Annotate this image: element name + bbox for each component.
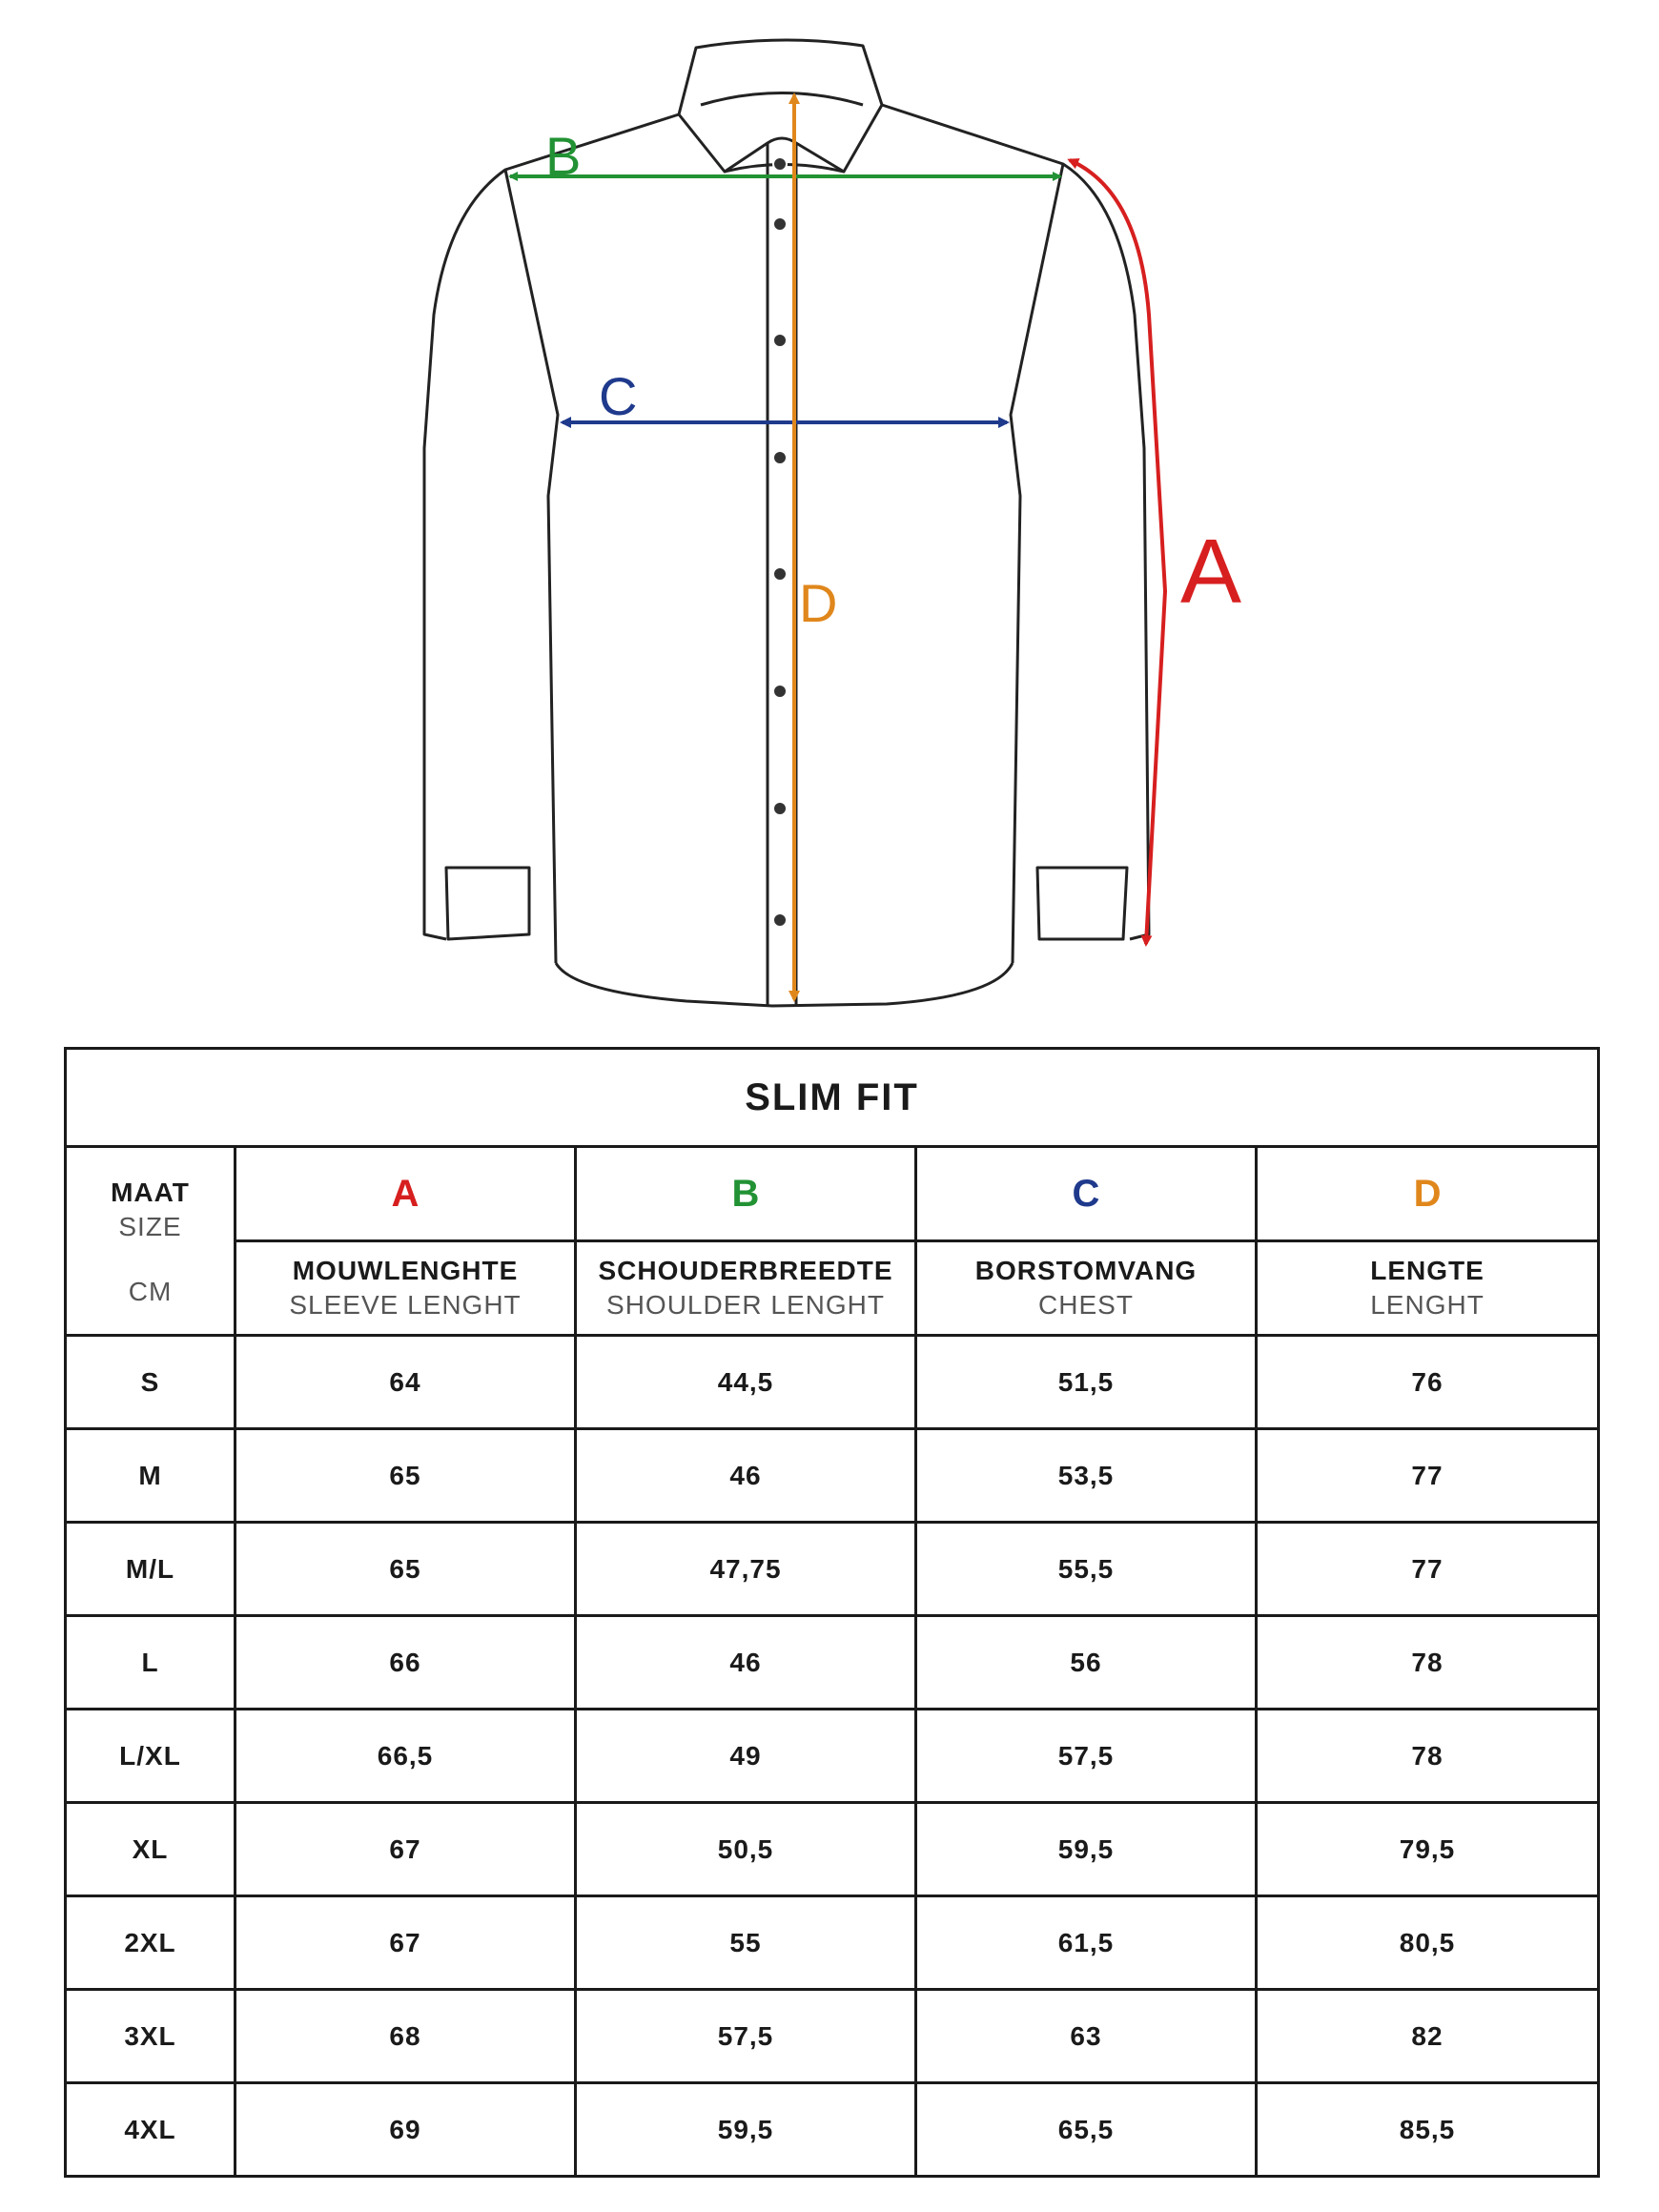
shoulder-cell: 47,75 (576, 1523, 916, 1616)
column-letter-c: C (916, 1147, 1257, 1241)
shoulder-cell: 50,5 (576, 1803, 916, 1896)
column-header-chest (916, 1241, 1257, 1336)
chest-cell: 55,5 (916, 1523, 1257, 1616)
size-header-nl: MAAT (111, 1177, 190, 1207)
column-label-nl: SCHOUDERBREEDTE (598, 1256, 893, 1285)
measurement-label-d: D (799, 573, 838, 633)
chest-cell: 57,5 (916, 1710, 1257, 1803)
sleeve-cell: 67 (236, 1896, 576, 1990)
size-cell: S (66, 1336, 236, 1429)
chest-cell: 56 (916, 1616, 1257, 1710)
shirt-button (773, 802, 787, 815)
size-cell: M (66, 1429, 236, 1523)
length-cell: 78 (1257, 1616, 1599, 1710)
sleeve-cell: 66 (236, 1616, 576, 1710)
size-cell: 2XL (66, 1896, 236, 1990)
chest-cell: 61,5 (916, 1896, 1257, 1990)
unit-label: CM (128, 1276, 173, 1306)
shirt-button (773, 567, 787, 581)
column-letter-b: B (576, 1147, 916, 1241)
table-row (66, 1523, 1599, 1616)
table-row (66, 2083, 1599, 2177)
column-header-length (1257, 1241, 1599, 1336)
sleeve-cell: 67 (236, 1803, 576, 1896)
shirt-button (773, 217, 787, 231)
column-label-nl: LENGTE (1370, 1256, 1485, 1285)
length-cell: 85,5 (1257, 2083, 1599, 2177)
shoulder-cell: 59,5 (576, 2083, 916, 2177)
size-header-en: SIZE (118, 1211, 182, 1241)
sleeve-cell: 65 (236, 1523, 576, 1616)
shirt-button (773, 334, 787, 347)
chest-cell: 65,5 (916, 2083, 1257, 2177)
sleeve-cell: 65 (236, 1429, 576, 1523)
size-cell: 4XL (66, 2083, 236, 2177)
measurement-label-a: A (1180, 521, 1242, 623)
size-chart-table (64, 1047, 1600, 2178)
sleeve-cell: 68 (236, 1990, 576, 2083)
column-label-en: SHOULDER LENGHT (606, 1290, 885, 1320)
column-label-nl: MOUWLENGHTE (292, 1256, 519, 1285)
table-row (66, 1710, 1599, 1803)
column-label-en: LENGHT (1370, 1290, 1485, 1320)
column-letter-row (66, 1147, 1599, 1241)
column-label-row (66, 1241, 1599, 1336)
shirt-measurement-diagram (0, 0, 1659, 1039)
sleeve-cell: 69 (236, 2083, 576, 2177)
length-cell: 77 (1257, 1429, 1599, 1523)
length-cell: 77 (1257, 1523, 1599, 1616)
shoulder-cell: 46 (576, 1616, 916, 1710)
column-label-nl: BORSTOMVANG (974, 1256, 1198, 1285)
table-row (66, 1896, 1599, 1990)
sleeve-cell: 64 (236, 1336, 576, 1429)
measurement-label-b: B (545, 126, 582, 186)
size-cell: L (66, 1616, 236, 1710)
shoulder-cell: 44,5 (576, 1336, 916, 1429)
chest-cell: 53,5 (916, 1429, 1257, 1523)
measurement-arrow-a (1070, 160, 1165, 944)
shoulder-cell: 57,5 (576, 1990, 916, 2083)
column-letter-d: D (1257, 1147, 1599, 1241)
column-letter-a: A (236, 1147, 576, 1241)
size-cell: L/XL (66, 1710, 236, 1803)
table-row (66, 1803, 1599, 1896)
shirt-buttons (773, 157, 787, 927)
column-label-en: CHEST (1038, 1290, 1134, 1320)
chest-cell: 63 (916, 1990, 1257, 2083)
table-row (66, 1336, 1599, 1429)
table-row (66, 1616, 1599, 1710)
chest-cell: 59,5 (916, 1803, 1257, 1896)
chest-cell: 51,5 (916, 1336, 1257, 1429)
table-title: SLIM FIT (66, 1049, 1599, 1147)
length-cell: 80,5 (1257, 1896, 1599, 1990)
size-cell: M/L (66, 1523, 236, 1616)
shirt-button (773, 685, 787, 698)
length-cell: 78 (1257, 1710, 1599, 1803)
table-title-row (66, 1049, 1599, 1147)
length-cell: 82 (1257, 1990, 1599, 2083)
length-cell: 76 (1257, 1336, 1599, 1429)
size-column-header (66, 1147, 236, 1336)
shirt-outline (424, 40, 1149, 1006)
table-row (66, 1429, 1599, 1523)
shirt-button (773, 451, 787, 464)
size-cell: 3XL (66, 1990, 236, 2083)
column-header-shoulder (576, 1241, 916, 1336)
table-row (66, 1990, 1599, 2083)
sleeve-cell: 66,5 (236, 1710, 576, 1803)
shoulder-cell: 49 (576, 1710, 916, 1803)
column-label-en: SLEEVE LENGHT (289, 1290, 522, 1320)
size-cell: XL (66, 1803, 236, 1896)
shoulder-cell: 46 (576, 1429, 916, 1523)
shirt-button (773, 157, 787, 171)
column-header-sleeve (236, 1241, 576, 1336)
length-cell: 79,5 (1257, 1803, 1599, 1896)
measurement-label-c: C (599, 366, 638, 426)
shirt-button (773, 913, 787, 927)
shoulder-cell: 55 (576, 1896, 916, 1990)
